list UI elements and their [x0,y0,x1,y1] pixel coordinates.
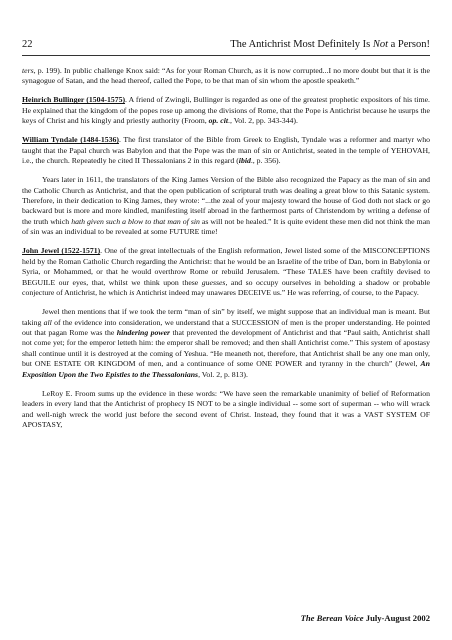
paragraph-jewel-continued: Jewel then mentions that if we took the term “man of sin” by itself, we might suppose that an individual man is meant. But taking all of the evidence into consideration, we understand that a SUCCESSION of men is the proper understanding. He pointed out that pagan Rome was the hindering power that prevented the development of Antichrist and that “Paul saith, Antichrist shall not come yet; for the emperor letteth him: the emperor shall be removed; and then shall Antichrist come.” This system of apostasy shall continue until it is destroyed at the coming of Yeshua. “He meaneth not, therefore, that Antichrist shall be any one man only, but ONE ESTATE OR KINGDOM of men, and a continuance of some ONE POWER and tyranny in the church” (Jewel, An Exposition Upon the Two Epistles to the Thessalonians, Vol. 2, p. 813). [22,307,430,379]
paragraph-froom: LeRoy E. Froom sums up the evidence in these words: “We have seen the remarkable unanimity of belief of Reformation leaders in every land that the Antichrist of prophecy IS NOT to be a single individual -- some sort of superman -- who will wrack and well-nigh wreck the world just before the second event of Christ. Instead, they found that it was a VAST SYSTEM OF APOSTASY, [22,388,430,430]
running-header [22,39,430,53]
body-text [22,66,430,439]
paragraph-bullinger: Heinrich Bullinger (1504-1575). A friend of Zwingli, Bullinger is regarded as one of the greatest prophetic expositors of his time. He explained that the kingdom of the popes rose up among the divisions of Rome, that the Pope is Antichrist because he usurps the keys of Christ and his kingly and priestly authority (Froom, op. cit., Vol. 2, pp. 343-344). [22,95,430,126]
paragraph-knox-quote: ters, p. 199). In public challenge Knox said: “As for your Roman Church, as it is now corrupted...I no more doubt but that it is the synagogue of Satan, and the head thereof, called the Pope, to be that man of sin whom the apostle speaketh.” [22,66,430,86]
person-name: John Jewel (1522-1571) [22,246,101,256]
paragraph-kjv: Years later in 1611, the translators of the King James Version of the Bible also recognized the Papacy as the man of sin and the Catholic Church as Antichrist, and that the open publication of scriptural truth was dealing a great blow to this Satanic system. Therefore, in their dedication to King James, they wrote: “...the zeal of your majesty toward the house of God doth not slack or go backward but is more and more kindled, manifesting itself abroad in the farthermost parts of Christendom by writing a defense of the truth which hath given such a blow to that man of sin as will not be healed.” It is quite evident these men did not think the man of sin was an individual to be revealed at some FUTURE time! [22,175,431,237]
publication-footer: The Berean Voice July-August 2002 [300,613,430,623]
paragraph-jewel: John Jewel (1522-1571). One of the great intellectuals of the English reformation, Jewel listed some of the MISCONCEPTIONS held by the Roman Catholic Church regarding the Antichrist: that he would be an Israelite of the tribe of Dan, born in Babylonia or Syria, or Mohammed, or that he would overthrow Rome or rebuild Jerusalem. “These TALES have been craftily devised to BEGUILE our eyes, that, whilst we think upon these guesses, and so occupy ourselves in beholding a shadow or probable conjecture of Antichrist, he which is Antichrist indeed may unawares DECEIVE us.” He was referring, of course, to the Papacy. [22,246,430,298]
person-name: William Tyndale (1484-1536) [22,135,119,145]
page-number: 22 [22,39,33,50]
paragraph-tyndale: William Tyndale (1484-1536). The first translator of the Bible from Greek to English, Tyndale was a reformer and martyr who taught that the Papal church was Babylon and that the Pope was the man of sin or Antichrist, seated in the temple of YEHOVAH, i.e., the church. Repeatedly he cited II Thessalonians 2 in this regard (ibid., p. 356). [22,135,430,166]
header-rule [22,55,430,56]
running-title: The Antichrist Most Definitely Is Not a Person! [230,39,430,50]
person-name: Heinrich Bullinger (1504-1575) [22,95,126,105]
